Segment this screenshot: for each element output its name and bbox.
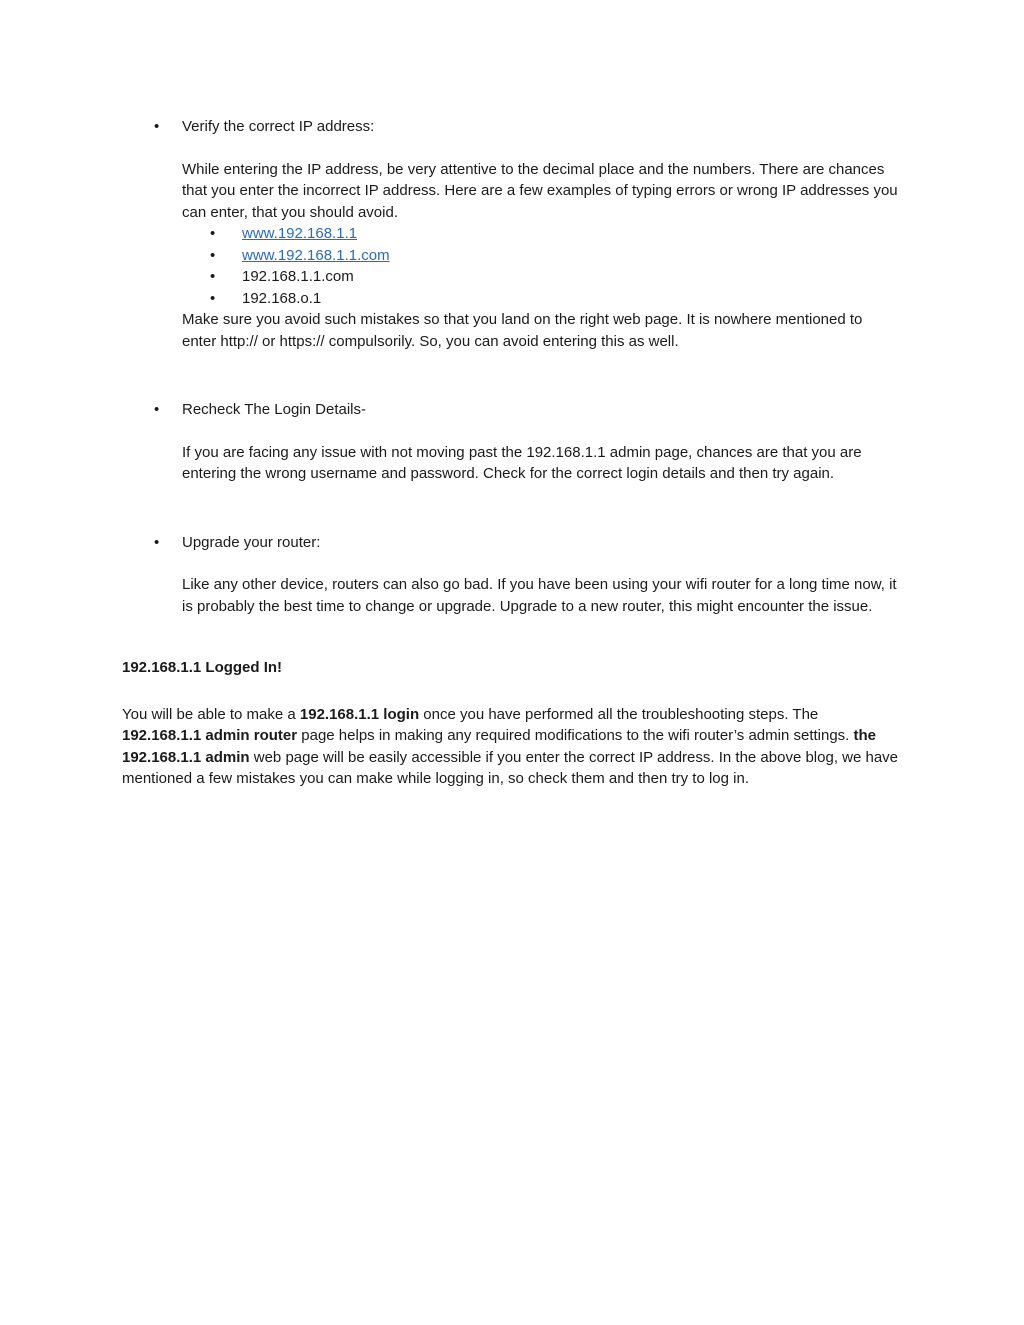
conclusion-paragraph: You will be able to make a 192.168.1.1 login once you have performed all the troubleshooting steps. The 192.168.1.1 admin router page helps in making any required modifications to the wifi router’s admin settings. the 192.168.1.1 admin web page will be easily accessible if you enter the correct IP address. In the above blog, we have mentioned a few mistakes you can make while logging in, so check them and then try to log in. [122,705,899,787]
bullet-heading-recheck-login: • Recheck The Login Details- [182,401,366,418]
example-item [182,266,900,288]
bullet-heading-verify-ip: • Verify the correct IP address: [182,118,375,135]
example-text-192-168-1-1-com: 192.168.1.1.com [242,268,354,285]
example-link-www-192-168-1-1[interactable]: www.192.168.1.1 [242,225,358,242]
list-item-upgrade-router [122,532,900,618]
list-item-verify-ip [122,116,900,352]
example-item [182,223,900,245]
example-item [182,245,900,267]
section-title-logged-in: 192.168.1.1 Logged In! [122,659,283,676]
bullet-paragraph-recheck-login: If you are facing any issue with not moving past the 192.168.1.1 admin page, chances are that you are entering the wrong username and password. Check for the correct login details and then try again. [182,443,862,482]
bullet-paragraph-verify-ip: While entering the IP address, be very attentive to the decimal place and the numbers. There are chances that you enter the incorrect IP address. Here are a few examples of typing errors or wrong IP addresses you can enter, that you should avoid. [182,160,898,221]
example-text-192-168-o-1: 192.168.o.1 [242,289,322,307]
list-item-recheck-login [122,399,900,485]
example-item [182,288,900,310]
bullet-paragraph-upgrade-router: Like any other device, routers can also go bad. If you have been using your wifi router for a long time now, it is probably the best time to change or upgrade. Upgrade to a new router, this might encounter the issue. [182,576,897,615]
example-link-www-192-168-1-1-com[interactable]: www.192.168.1.1.com [242,246,390,264]
bullet-heading-upgrade-router: • Upgrade your router: [182,533,321,551]
examples-list [182,223,900,309]
bullet-closing-paragraph-verify-ip: Make sure you avoid such mistakes so that you land on the right web page. It is nowhere mentioned to enter http:// or https:// compulsorily. So, you can avoid entering this as well. [182,311,863,350]
troubleshooting-list [122,116,900,617]
